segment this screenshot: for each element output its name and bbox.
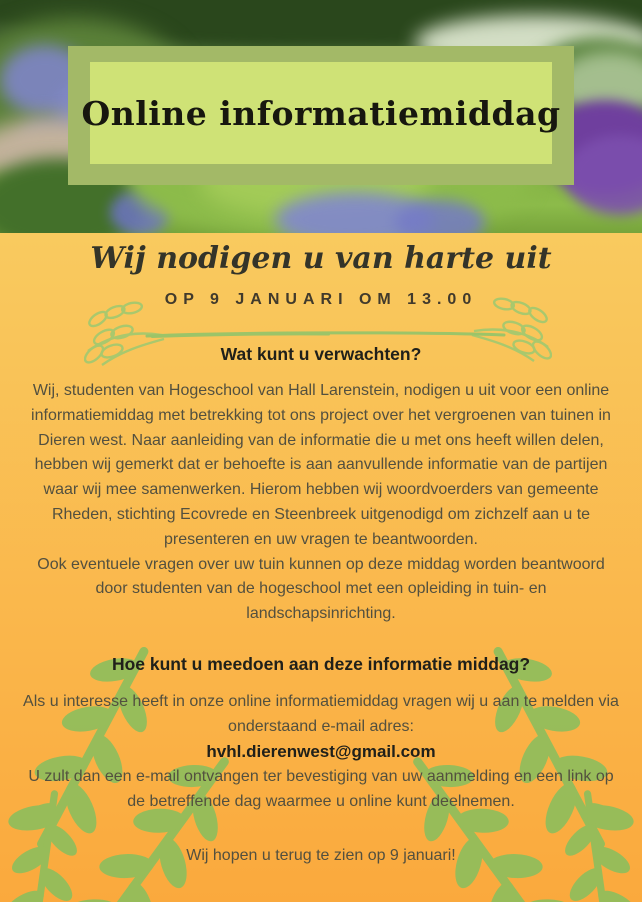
contact-email: hvhl.dierenwest@gmail.com [206,742,436,761]
poster-body [0,233,642,902]
section2-heading: Hoe kunt u meedoen aan deze informatie middag? [111,654,531,674]
title-banner [68,46,574,185]
section2-paragraphs [21,689,621,868]
section1-paragraph: Wij, studenten van Hogeschool van Hall Larenstein, nodigen u uit voor een online informatiemiddag met betrekking tot ons project over het vergroenen van tuinen in Dieren west. Naar aanleiding van de informatie die u met ons heeft willen delen, hebben wij gemerkt dat er behoefte is aan aanvullende informatie van de partijen waar wij mee samenwerken. Hierom hebben wij woordvoerders van gemeente Rheden, stichting Ecovrede en Steenbreek uitgenodigd om zichzelf aan u te presenteren en uw vragen te beantwoorden. [31,382,611,548]
poster-title: Online informatiemiddag [81,93,561,133]
section1-paragraph: Ook eventuele vragen over uw tuin kunnen op deze middag worden beantwoord door studenten van de hogeschool met een opleiding in tuin- en landschapsinrichting. [37,555,605,623]
date-line: OP 9 JANUARI OM 13.00 [164,291,478,308]
closing-line: Wij hopen u terug te zien op 9 januari! [186,847,456,864]
divider-line [144,330,508,340]
section1-heading: Wat kunt u verwachten? [220,344,422,364]
section2-intro: Als u interesse heeft in onze online informatiemiddag vragen wij u aan te melden via onderstaand e-mail adres: [23,693,619,735]
title-banner-inner [81,62,561,164]
section1-paragraphs [21,379,621,627]
section2-confirmation: U zult dan een e-mail ontvangen ter bevestiging van uw aanmelding en een link op de betreffende dag waarmee u online kunt deelnemen. [28,768,614,810]
invite-heading: Wij nodigen u van harte uit [90,241,552,276]
